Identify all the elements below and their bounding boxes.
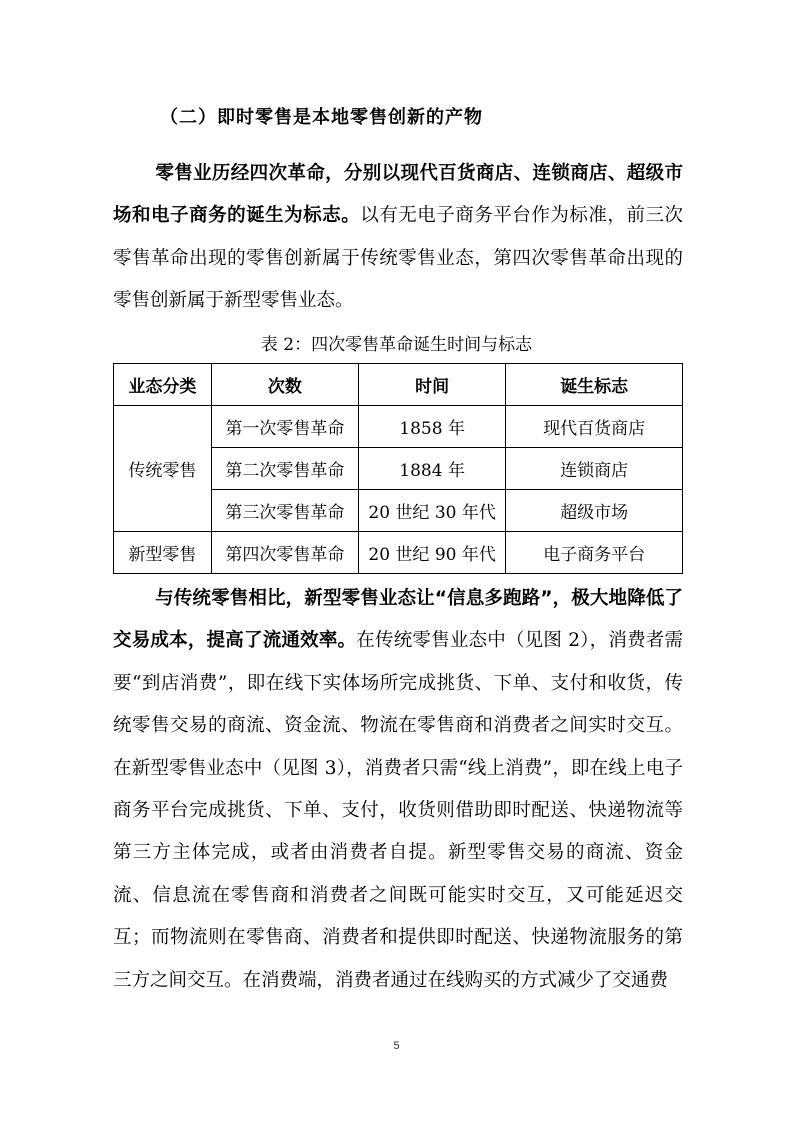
table-row [114,532,683,574]
time-cell: 20 世纪 90 年代 [358,532,505,574]
category-cell: 新型零售 [114,532,212,574]
table-row [114,406,683,448]
table-caption: 表 2：四次零售革命诞生时间与标志 [260,335,533,355]
time-cell: 1858 年 [358,406,505,448]
paragraph-1-lead: 零售业历经四次革命，分别以现代百货商店、连锁商店、超级市场和电子商务的诞生为标志。 [113,163,683,227]
paragraph-1 [113,153,683,323]
paragraph-2-body: 在传统零售业态中（见图 2），消费者需要“到店消费”，即在线下实体场所完成挑货、下单、支付和收货，传统零售交易的商流、资金流、物流在零售商和消费者之间实时交互。在新型零售业态中（见图 3），消费者只需“线上消费”，即在线上电子商务平台完成挑货、下单、支付，收货则借助即时配送、快递物流等第三方主体完成，或者由消费者自提。新型零售交易的商流、资金流、信息流在零售商和消费者之间既可能实时交互，又可能延迟交互；而物流则在零售商、消费者和提供即时配送、快递物流服务的第三方之间交互。在消费端，消费者通过在线购买的方式减少了交通费 [113,630,683,991]
revolution-table [113,363,683,574]
header-mark: 诞生标志 [506,364,683,406]
paragraph-1-body: 以有无电子商务平台作为标准，前三次零售革命出现的零售创新属于传统零售业态，第四次零售革命出现的零售创新属于新型零售业态。 [113,205,683,312]
header-category: 业态分类 [114,364,212,406]
mark-cell: 现代百货商店 [506,406,683,448]
header-order: 次数 [211,364,358,406]
time-cell: 20 世纪 30 年代 [358,490,505,532]
paragraph-2-lead: 与传统零售相比，新型零售业态让“信息多跑路”，极大地降低了交易成本，提高了流通效率。 [113,588,683,652]
mark-cell: 电子商务平台 [506,532,683,574]
order-cell: 第四次零售革命 [211,532,358,574]
order-cell: 第三次零售革命 [211,490,358,532]
order-cell: 第一次零售革命 [211,406,358,448]
table-header-row [114,364,683,406]
page-number: 5 [393,1040,400,1052]
mark-cell: 超级市场 [506,490,683,532]
time-cell: 1884 年 [358,448,505,490]
mark-cell: 连锁商店 [506,448,683,490]
category-cell: 传统零售 [114,406,212,532]
paragraph-2 [113,578,683,1002]
order-cell: 第二次零售革命 [211,448,358,490]
header-time: 时间 [358,364,505,406]
section-heading: （二）即时零售是本地零售创新的产物 [160,107,483,128]
